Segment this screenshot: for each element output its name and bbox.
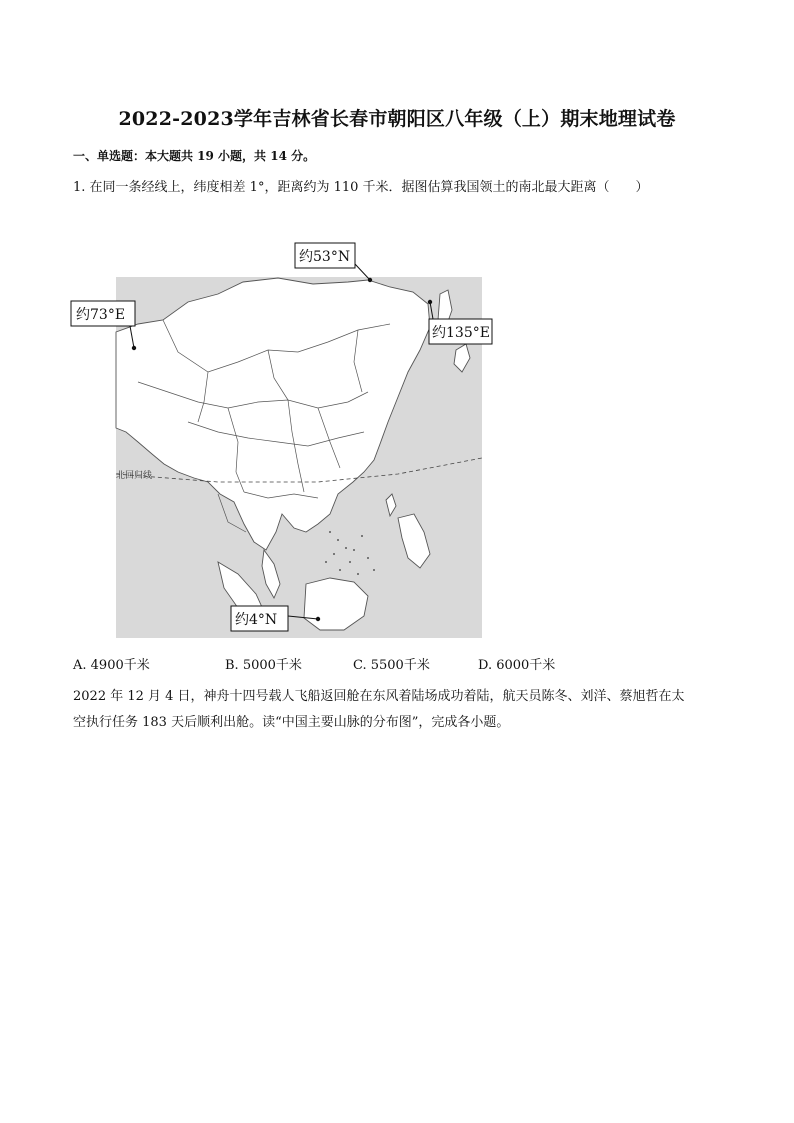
question-1-options: [73, 654, 693, 672]
option-a[interactable]: A. 4900千米: [73, 658, 150, 673]
callout-east-label: 约135°E: [432, 325, 490, 341]
passage-line-2: 空执行任务 183 天后顺利出舱。读“中国主要山脉的分布图”，完成各小题。: [73, 715, 510, 730]
callout-north-label: 约53°N: [299, 249, 351, 265]
point-west: [132, 346, 136, 350]
point-north: [368, 278, 372, 282]
point-south: [316, 617, 320, 621]
section-heading: 一、单选题：本大题共 19 小题，共 14 分。: [73, 149, 316, 163]
callout-south-label: 约4°N: [235, 612, 278, 628]
tropic-label: 北回归线: [116, 471, 153, 481]
china-territory-map: [68, 232, 498, 642]
option-c[interactable]: C. 5500千米: [353, 658, 430, 673]
passage-text: [73, 684, 723, 736]
point-east: [428, 300, 432, 304]
question-1-stem: 1. 在同一条经线上，纬度相差 1°，距离约为 110 千米．据图估算我国领土的南北最大距离（ ）: [73, 180, 649, 195]
option-d[interactable]: D. 6000千米: [478, 658, 556, 673]
callout-west-label: 约73°E: [76, 307, 126, 323]
option-b[interactable]: B. 5000千米: [225, 658, 302, 673]
passage-line-1: 2022 年 12 月 4 日，神舟十四号载人飞船返回舱在东风着陆场成功着陆，航天员陈冬、刘洋、蔡旭哲在太: [73, 689, 685, 704]
exam-title: 2022-2023学年吉林省长春市朝阳区八年级（上）期末地理试卷: [118, 108, 676, 130]
